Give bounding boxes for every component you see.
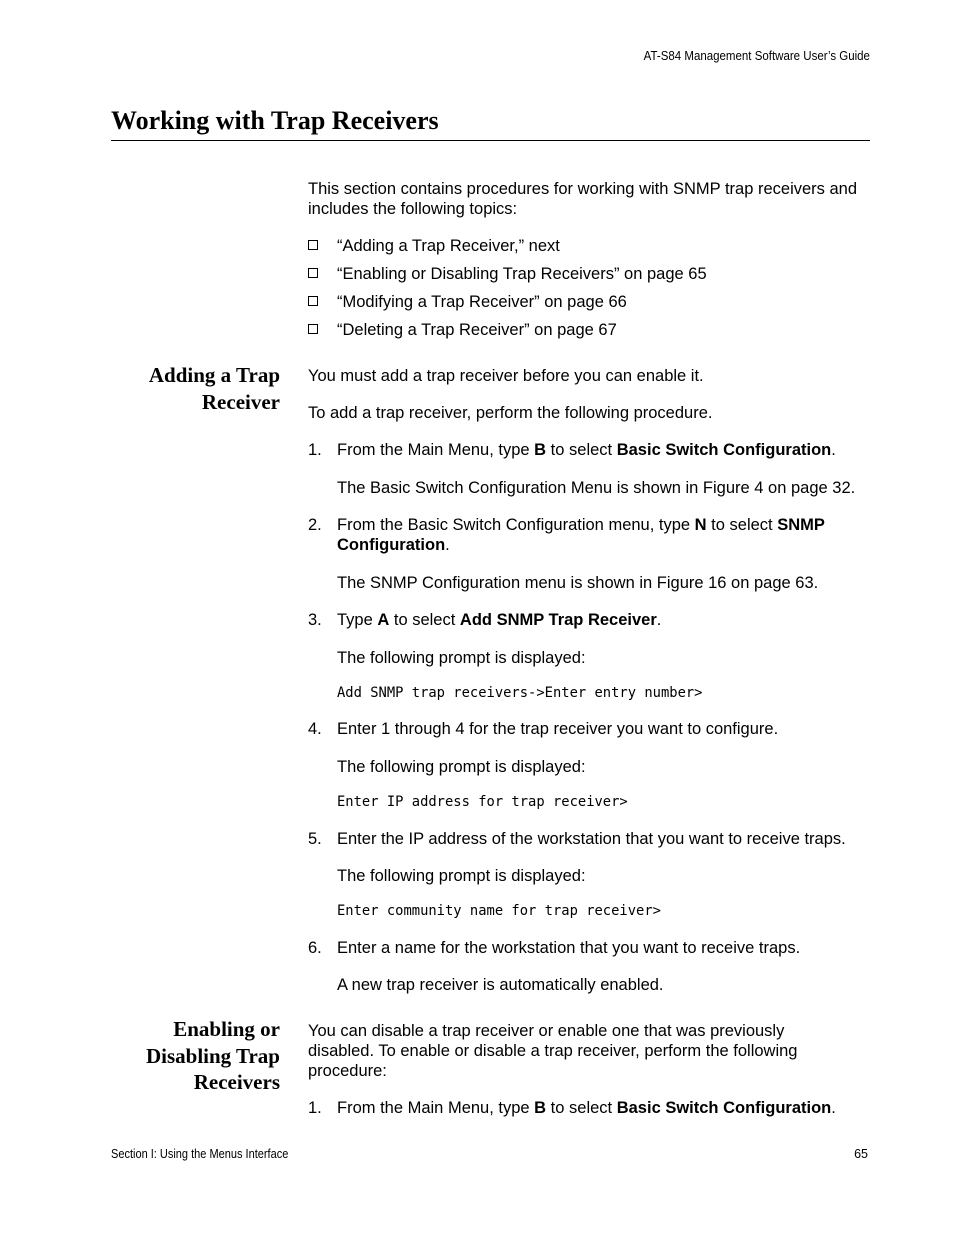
step-number: 1. xyxy=(308,1099,322,1117)
checkbox-bullet-icon xyxy=(308,268,318,278)
step-text: Enter 1 through 4 for the trap receiver you want to configure. xyxy=(337,720,779,738)
step-number: 1. xyxy=(308,441,322,459)
enabling-heading-line: Disabling Trap xyxy=(145,1043,280,1068)
checkbox-bullet-icon xyxy=(308,324,318,334)
step-number: 4. xyxy=(308,720,322,738)
title-rule xyxy=(111,140,870,141)
step-text: Enter the IP address of the workstation that you want to receive traps. xyxy=(337,830,846,848)
step-note: The SNMP Configuration menu is shown in Figure 16 on page 63. xyxy=(337,574,819,592)
intro-paragraph: This section contains procedures for working with SNMP trap receivers and includes the following topics: xyxy=(308,180,858,218)
prompt-note: The following prompt is displayed: xyxy=(337,758,586,776)
step-number: 2. xyxy=(308,516,322,534)
key-letter: B xyxy=(534,441,547,459)
enabling-paragraph: You can disable a trap receiver or enable one that was previously disabled. To enable or disable a trap receiver, perform the following procedure: xyxy=(308,1022,798,1080)
cli-prompt: Enter community name for trap receiver> xyxy=(337,903,661,919)
adding-heading-line: Receiver xyxy=(201,389,280,414)
step-number: 3. xyxy=(308,611,322,629)
step-text: Type A to select Add SNMP Trap Receiver. xyxy=(337,611,662,629)
topic-item xyxy=(308,236,560,256)
adding-paragraph: You must add a trap receiver before you can enable it. xyxy=(308,367,704,385)
cli-prompt: Enter IP address for trap receiver> xyxy=(337,794,628,810)
enabling-heading-line: Receivers xyxy=(193,1070,280,1094)
topic-item xyxy=(308,292,627,312)
step-text: Enter a name for the workstation that you want to receive traps. xyxy=(337,939,801,957)
step-text: From the Main Menu, type B to select Basic Switch Configuration. xyxy=(337,441,836,459)
adding-heading-line: Adding a Trap xyxy=(148,363,280,387)
key-letter: A xyxy=(377,611,390,629)
topic-item xyxy=(308,264,707,284)
step-text: From the Main Menu, type B to select Basic Switch Configuration. xyxy=(337,1099,836,1117)
menu-target: Basic Switch Configuration xyxy=(616,441,832,459)
enabling-heading xyxy=(110,1016,280,1096)
enabling-heading-line: Enabling or xyxy=(173,1017,280,1041)
step-number: 5. xyxy=(308,830,322,848)
checkbox-bullet-icon xyxy=(308,240,318,250)
menu-target: SNMP Configuration xyxy=(337,516,825,554)
adding-heading xyxy=(110,362,280,415)
menu-target: Basic Switch Configuration xyxy=(616,1099,832,1117)
topic-link[interactable]: “Modifying a Trap Receiver” on page 66 xyxy=(337,293,627,311)
key-letter: B xyxy=(534,1099,547,1117)
menu-target: Add SNMP Trap Receiver xyxy=(459,611,657,629)
prompt-note: The following prompt is displayed: xyxy=(337,867,586,885)
running-header: AT-S84 Management Software User’s Guide xyxy=(643,49,870,63)
step-note: A new trap receiver is automatically enabled. xyxy=(337,976,664,994)
adding-paragraph: To add a trap receiver, perform the following procedure. xyxy=(308,404,713,422)
topic-link[interactable]: “Deleting a Trap Receiver” on page 67 xyxy=(337,321,617,339)
step-text: From the Basic Switch Configuration menu, type N to select SNMP Configuration. xyxy=(337,516,825,554)
checkbox-bullet-icon xyxy=(308,296,318,306)
footer-section: Section I: Using the Menus Interface xyxy=(111,1147,289,1161)
topic-link[interactable]: “Adding a Trap Receiver,” next xyxy=(337,237,560,255)
section-title: Working with Trap Receivers xyxy=(111,106,439,135)
prompt-note: The following prompt is displayed: xyxy=(337,649,586,667)
topic-link[interactable]: “Enabling or Disabling Trap Receivers” on page 65 xyxy=(337,265,707,283)
topic-item xyxy=(308,320,617,340)
step-note: The Basic Switch Configuration Menu is shown in Figure 4 on page 32. xyxy=(337,479,856,497)
page-number: 65 xyxy=(854,1147,868,1161)
step-number: 6. xyxy=(308,939,322,957)
key-letter: N xyxy=(694,516,707,534)
cli-prompt: Add SNMP trap receivers->Enter entry number> xyxy=(337,685,703,701)
